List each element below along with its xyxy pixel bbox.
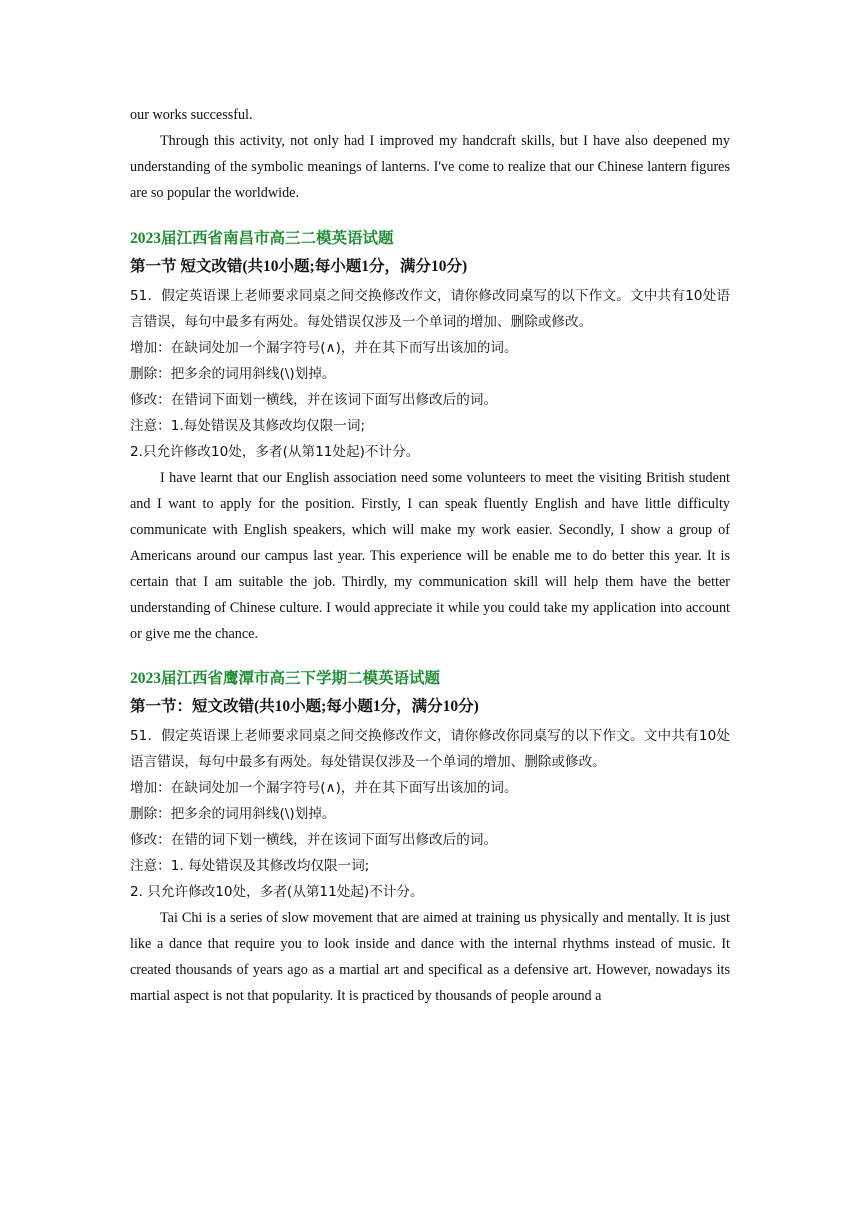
instruction-note-2: 2. 只允许修改10处，多者(从第11处起)不计分。 — [130, 884, 424, 900]
instruction-add: 增加：在缺词处加一个漏字符号(∧)，并在其下而写出该加的词。 — [130, 340, 518, 356]
section-subtitle: 第一节 短文改错(共10小题;每小题1分，满分10分) — [130, 258, 468, 275]
top-paragraph: Through this activity, not only had I improved my handcraft skills, but I have also deepened my understanding of the symbolic meanings of lanterns. I've come to realize that our Chinese lantern figures are so popular the worldwide. — [130, 133, 730, 201]
section-subtitle: 第一节：短文改错(共10小题;每小题1分，满分10分) — [130, 698, 479, 715]
instruction-note-2: 2.只允许修改10处，多者(从第11处起)不计分。 — [130, 444, 420, 460]
instruction-note-1: 注意：1.每处错误及其修改均仅限一词; — [130, 418, 366, 434]
instruction-main: 51．假定英语课上老师要求同桌之间交换修改作文，请你修改同桌写的以下作文。文中共有10处语言错误，每句中最多有两处。每处错误仅涉及一个单词的增加、删除或修改。 — [130, 288, 730, 330]
passage: Tai Chi is a series of slow movement that are aimed at training us physically and mentally. It is just like a dance that require you to look inside and dance with the internal rhythms instead of music. It created thousands of years ago as a martial art and specifical as a defensive art. However, nowadays its martial aspect is not that popularity. It is practiced by thousands of people around a — [130, 910, 730, 1004]
instruction-modify: 修改：在错的词下划一横线，并在该词下面写出修改后的词。 — [130, 832, 498, 848]
passage: I have learnt that our English association need some volunteers to meet the visiting British student and I want to apply for the position. Firstly, I can speak fluently English and have little difficulty communicate with English speakers, which will make my work easier. Secondly, I show a group of Americans around our campus last year. This experience will be enable me to do better this year. It is certain that I am suitable the job. Thirdly, my communication skill will help them have the better understanding of Chinese culture. I would appreciate it while you could take my application into account or give me the chance. — [130, 470, 730, 642]
instruction-modify: 修改：在错词下面划一横线，并在该词下面写出修改后的词。 — [130, 392, 498, 408]
top-line-1: our works successful. — [130, 107, 253, 123]
instruction-main: 51．假定英语课上老师要求同桌之间交换修改作文，请你修改你同桌写的以下作文。文中共有10处语言错误，每句中最多有两处。每处错误仅涉及一个单词的增加、删除或修改。 — [130, 728, 730, 770]
instruction-delete: 删除：把多余的词用斜线(\)划掉。 — [130, 806, 336, 822]
instruction-add: 增加：在缺词处加一个漏字符号(∧)，并在其下面写出该加的词。 — [130, 780, 518, 796]
section-yingtan — [130, 665, 730, 1009]
instruction-delete: 删除：把多余的词用斜线(\)划掉。 — [130, 366, 336, 382]
document-page — [130, 102, 730, 1009]
section-nanchang — [130, 225, 730, 647]
section-title: 2023届江西省南昌市高三二模英语试题 — [130, 230, 394, 247]
instruction-note-1: 注意：1. 每处错误及其修改均仅限一词; — [130, 858, 370, 874]
section-title: 2023届江西省鹰潭市高三下学期二模英语试题 — [130, 670, 441, 687]
